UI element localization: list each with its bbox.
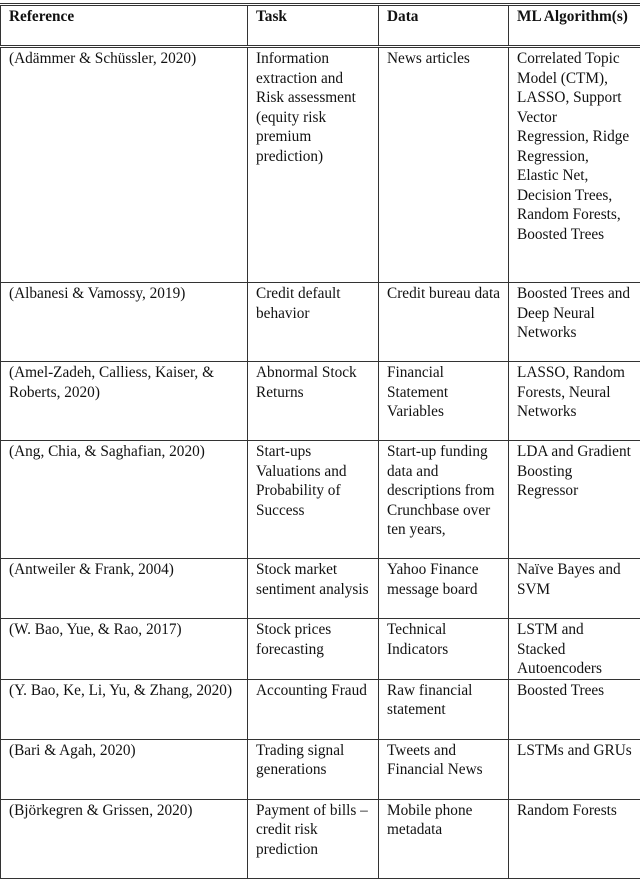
table-row — [1, 559, 640, 619]
reference-cell: (Amel-Zadeh, Calliess, Kaiser, & Roberts, 2020) — [1, 362, 248, 441]
task-cell: Accounting Fraud — [248, 679, 379, 739]
reference-cell: (Albanesi & Vamossy, 2019) — [1, 283, 248, 362]
reference-cell: (Adämmer & Schüssler, 2020) — [1, 47, 248, 283]
table-row — [1, 739, 640, 799]
table-row — [1, 283, 640, 362]
algorithm-cell: LSTMs and GRUs — [509, 739, 640, 799]
task-cell: Credit default behavior — [248, 283, 379, 362]
task-cell: Stock market sentiment analysis — [248, 559, 379, 619]
task-cell: Abnormal Stock Returns — [248, 362, 379, 441]
reference-cell: (Björkegren & Grissen, 2020) — [1, 799, 248, 878]
data-cell: Start-up funding data and descriptions from Crunchbase over ten years, — [379, 441, 509, 559]
data-cell: Tweets and Financial News — [379, 739, 509, 799]
header-ml-algorithms: ML Algorithm(s) — [509, 5, 640, 47]
task-cell: Information extraction and Risk assessment (equity risk premium prediction) — [248, 47, 379, 283]
data-cell: Credit bureau data — [379, 283, 509, 362]
algorithm-cell: Random Forests — [509, 799, 640, 878]
data-cell: Raw financial statement — [379, 679, 509, 739]
header-task: Task — [248, 5, 379, 47]
data-cell: Technical Indicators — [379, 619, 509, 680]
algorithm-cell: Boosted Trees — [509, 679, 640, 739]
algorithm-cell: Boosted Trees and Deep Neural Networks — [509, 283, 640, 362]
reference-cell: (Antweiler & Frank, 2004) — [1, 559, 248, 619]
data-cell: Yahoo Finance message board — [379, 559, 509, 619]
data-cell: News articles — [379, 47, 509, 283]
task-cell: Trading signal generations — [248, 739, 379, 799]
header-reference: Reference — [1, 5, 248, 47]
algorithm-cell: LASSO, Random Forests, Neural Networks — [509, 362, 640, 441]
reference-cell: (Y. Bao, Ke, Li, Yu, & Zhang, 2020) — [1, 679, 248, 739]
algorithm-cell: Correlated Topic Model (CTM), LASSO, Support Vector Regression, Ridge Regression, Elastic Net, Decision Trees, Random Forests, Boosted Trees — [509, 47, 640, 283]
task-cell: Stock prices forecasting — [248, 619, 379, 680]
table-row — [1, 679, 640, 739]
header-data: Data — [379, 5, 509, 47]
reference-cell: (Ang, Chia, & Saghafian, 2020) — [1, 441, 248, 559]
table-row — [1, 799, 640, 878]
literature-table — [0, 3, 640, 879]
task-cell: Start-ups Valuations and Probability of Success — [248, 441, 379, 559]
algorithm-cell: LDA and Gradient Boosting Regressor — [509, 441, 640, 559]
table-row — [1, 47, 640, 283]
header-row — [1, 5, 640, 47]
data-cell: Mobile phone metadata — [379, 799, 509, 878]
algorithm-cell: Naïve Bayes and SVM — [509, 559, 640, 619]
table-row — [1, 619, 640, 680]
task-cell: Payment of bills – credit risk prediction — [248, 799, 379, 878]
reference-cell: (Bari & Agah, 2020) — [1, 739, 248, 799]
table-row — [1, 362, 640, 441]
table-row — [1, 441, 640, 559]
reference-cell: (W. Bao, Yue, & Rao, 2017) — [1, 619, 248, 680]
algorithm-cell: LSTM and Stacked Autoencoders — [509, 619, 640, 680]
data-cell: Financial Statement Variables — [379, 362, 509, 441]
